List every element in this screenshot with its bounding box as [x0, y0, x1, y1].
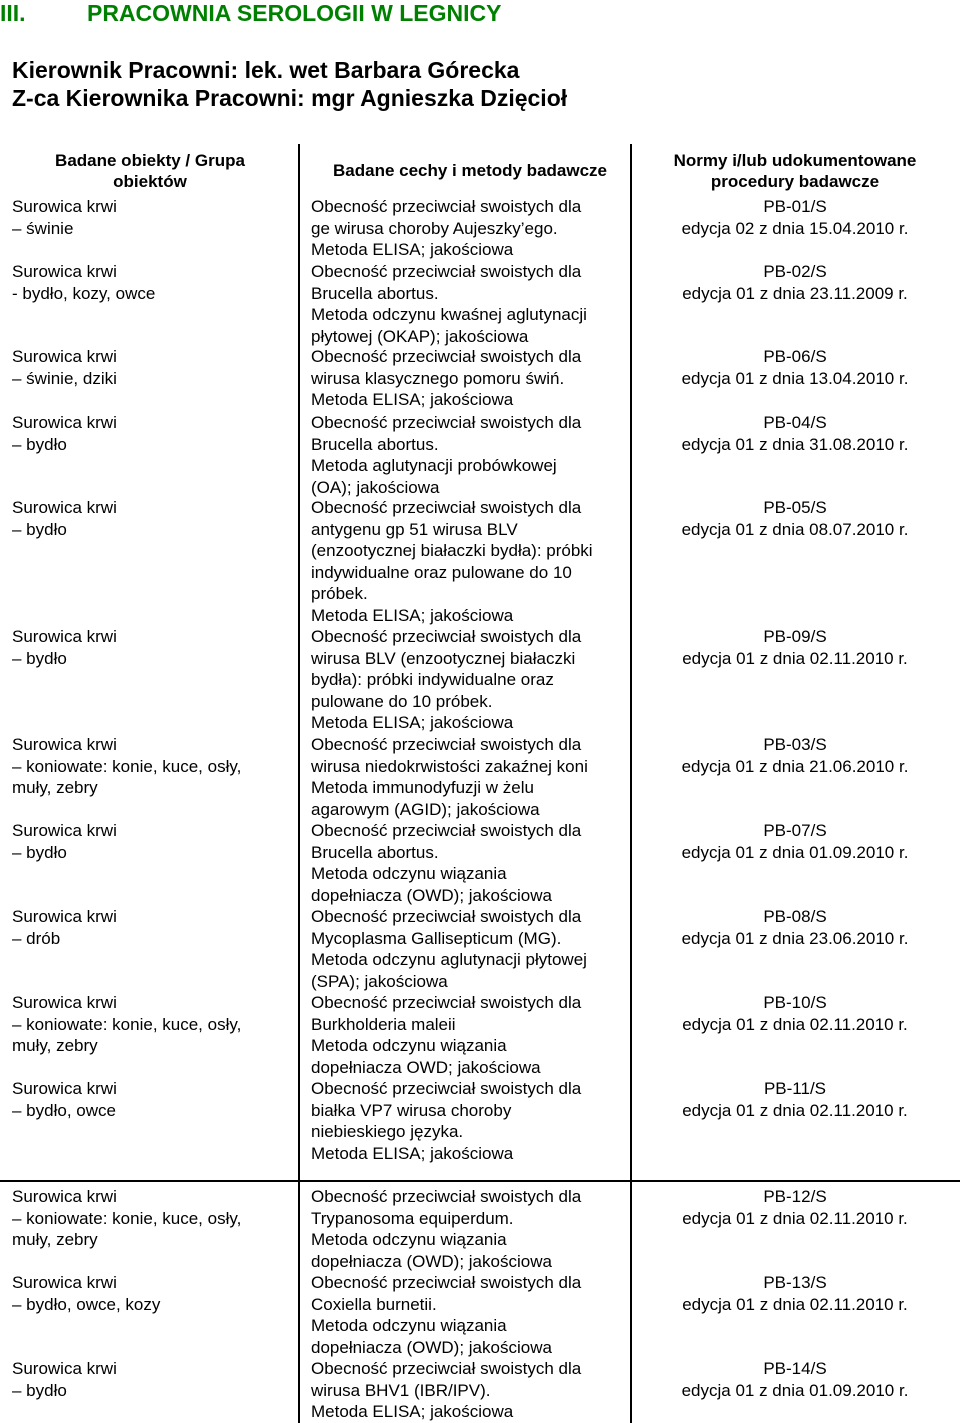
- norm-cell-line: edycja 01 z dnia 02.11.2010 r.: [682, 1014, 908, 1034]
- method-cell-line: (OA); jakościowa: [311, 477, 440, 497]
- method-cell-line: agarowym (AGID); jakościowa: [311, 799, 540, 819]
- method-cell: [311, 734, 627, 820]
- object-cell-line: Surowica krwi: [12, 821, 117, 840]
- method-cell-line: Burkholderia maleii: [311, 1014, 456, 1034]
- method-cell-line: Metoda odczynu wiązania: [311, 1036, 507, 1055]
- method-cell-line: Obecność przeciwciał swoistych dla: [311, 1359, 582, 1378]
- column-header-objects: Badane obiekty / Grupa obiektów: [55, 151, 245, 191]
- norm-cell-line: edycja 02 z dnia 15.04.2010 r.: [681, 218, 909, 238]
- object-cell-line: Surowica krwi: [12, 197, 117, 216]
- method-cell-line: Mycoplasma Gallisepticum (MG).: [311, 928, 562, 948]
- method-cell: [311, 992, 627, 1078]
- method-cell: [311, 820, 627, 906]
- object-cell: [12, 626, 288, 669]
- method-cell-line: wirusa niedokrwistości zakaźnej koni: [311, 756, 588, 776]
- norm-cell: [640, 1272, 950, 1315]
- norm-cell-line: PB-06/S: [763, 347, 827, 366]
- section-title: PRACOWNIA SEROLOGII W LEGNICY: [87, 0, 502, 26]
- method-cell-line: Obecność przeciwciał swoistych dla: [311, 907, 582, 926]
- object-cell-line: Surowica krwi: [12, 627, 117, 646]
- method-cell-line: Metoda ELISA; jakościowa: [311, 240, 514, 259]
- norm-cell-line: PB-04/S: [763, 413, 827, 432]
- norm-cell-line: PB-10/S: [763, 993, 827, 1012]
- method-cell: [311, 1078, 627, 1164]
- method-cell-line: bydła): próbki indywidualne oraz: [311, 670, 554, 689]
- object-cell-line: – świnie: [12, 218, 74, 238]
- object-cell-line: Surowica krwi: [12, 907, 117, 926]
- method-cell: [311, 1358, 627, 1423]
- norm-cell: [640, 1078, 950, 1121]
- object-cell: [12, 992, 288, 1057]
- norm-cell-line: PB-09/S: [763, 627, 827, 646]
- method-cell-line: Metoda ELISA; jakościowa: [311, 1402, 514, 1421]
- method-cell-line: indywidualne oraz pulowane do 10: [311, 562, 572, 582]
- norm-cell: [640, 820, 950, 863]
- object-cell: [12, 346, 288, 389]
- object-cell: [12, 261, 288, 304]
- method-cell-line: Obecność przeciwciał swoistych dla: [311, 498, 582, 517]
- method-cell-line: Metoda ELISA; jakościowa: [311, 390, 514, 409]
- method-cell-line: Obecność przeciwciał swoistych dla: [311, 1273, 582, 1292]
- head-of-laboratory: Kierownik Pracowni: lek. wet Barbara Górecka: [12, 57, 520, 83]
- method-cell-line: próbek.: [311, 584, 368, 603]
- norm-cell-line: PB-12/S: [763, 1187, 827, 1206]
- norm-cell-line: edycja 01 z dnia 13.04.2010 r.: [681, 368, 909, 388]
- method-cell: [311, 497, 627, 626]
- object-cell-line: muły, zebry: [12, 1230, 98, 1249]
- method-cell: [311, 1186, 627, 1272]
- object-cell-line: Surowica krwi: [12, 1079, 117, 1098]
- method-cell-line: Obecność przeciwciał swoistych dla: [311, 413, 582, 432]
- method-cell-line: białka VP7 wirusa choroby: [311, 1100, 512, 1120]
- method-cell-line: Obecność przeciwciał swoistych dla: [311, 262, 582, 281]
- accreditation-table: [0, 144, 960, 1423]
- method-cell: [311, 412, 627, 498]
- object-cell-line: - bydło, kozy, owce: [12, 283, 156, 303]
- norm-cell-line: edycja 01 z dnia 23.06.2010 r.: [681, 928, 909, 948]
- norm-cell: [640, 1358, 950, 1401]
- norm-cell-line: PB-01/S: [763, 197, 827, 216]
- norm-cell-line: edycja 01 z dnia 23.11.2009 r.: [682, 283, 908, 303]
- object-cell: [12, 1358, 288, 1401]
- method-cell-line: Brucella abortus.: [311, 283, 439, 303]
- norm-cell-line: PB-03/S: [763, 735, 827, 754]
- norm-cell: [640, 626, 950, 669]
- row-divider: [0, 1180, 960, 1182]
- norm-cell-line: PB-05/S: [763, 498, 827, 517]
- method-cell-line: wirusa BLV (enzootycznej białaczki: [311, 648, 576, 668]
- object-cell: [12, 1186, 288, 1251]
- method-cell-line: wirusa klasycznego pomoru świń.: [311, 368, 565, 388]
- method-cell-line: Metoda ELISA; jakościowa: [311, 713, 514, 732]
- norm-cell-line: edycja 01 z dnia 02.11.2010 r.: [682, 1294, 908, 1314]
- object-cell: [12, 906, 288, 949]
- object-cell-line: – koniowate: konie, kuce, osły,: [12, 1208, 242, 1228]
- object-cell-line: – bydło, owce, kozy: [12, 1294, 161, 1314]
- object-cell-line: – bydło: [12, 648, 67, 668]
- method-cell: [311, 261, 627, 347]
- method-cell-line: Obecność przeciwciał swoistych dla: [311, 197, 582, 216]
- norm-cell: [640, 412, 950, 455]
- norm-cell-line: edycja 01 z dnia 02.11.2010 r.: [682, 1208, 908, 1228]
- method-cell-line: dopełniacza (OWD); jakościowa: [311, 1251, 552, 1271]
- norm-cell-line: PB-08/S: [763, 907, 827, 926]
- method-cell: [311, 196, 627, 261]
- object-cell-line: – bydło: [12, 519, 67, 539]
- method-cell-line: antygenu gp 51 wirusa BLV: [311, 519, 518, 539]
- object-cell: [12, 497, 288, 540]
- method-cell: [311, 346, 627, 411]
- object-cell-line: Surowica krwi: [12, 262, 117, 281]
- object-cell: [12, 1078, 288, 1121]
- object-cell-line: muły, zebry: [12, 778, 98, 797]
- object-cell-line: Surowica krwi: [12, 413, 117, 432]
- norm-cell: [640, 1186, 950, 1229]
- method-cell-line: Obecność przeciwciał swoistych dla: [311, 1079, 582, 1098]
- object-cell-line: Surowica krwi: [12, 735, 117, 754]
- norm-cell-line: edycja 01 z dnia 21.06.2010 r.: [681, 756, 909, 776]
- object-cell: [12, 196, 288, 239]
- section-number: III.: [0, 0, 26, 26]
- object-cell-line: Surowica krwi: [12, 347, 117, 366]
- object-cell-line: – koniowate: konie, kuce, osły,: [12, 1014, 242, 1034]
- method-cell-line: Coxiella burnetii.: [311, 1294, 437, 1314]
- column-divider: [630, 144, 632, 1423]
- method-cell-line: Obecność przeciwciał swoistych dla: [311, 347, 582, 366]
- method-cell-line: Trypanosoma equiperdum.: [311, 1208, 514, 1228]
- method-cell-line: Obecność przeciwciał swoistych dla: [311, 1187, 582, 1206]
- object-cell-line: – bydło: [12, 434, 67, 454]
- object-cell-line: Surowica krwi: [12, 1187, 117, 1206]
- norm-cell: [640, 497, 950, 540]
- object-cell-line: Surowica krwi: [12, 1273, 117, 1292]
- method-cell-line: Obecność przeciwciał swoistych dla: [311, 627, 582, 646]
- norm-cell: [640, 992, 950, 1035]
- object-cell-line: – bydło: [12, 842, 67, 862]
- norm-cell-line: edycja 01 z dnia 02.11.2010 r.: [682, 1100, 908, 1120]
- method-cell: [311, 906, 627, 992]
- object-cell-line: Surowica krwi: [12, 498, 117, 517]
- method-cell-line: Metoda odczynu wiązania: [311, 864, 507, 883]
- object-cell: [12, 412, 288, 455]
- norm-cell: [640, 734, 950, 777]
- method-cell-line: Metoda odczynu kwaśnej aglutynacji: [311, 305, 587, 324]
- norm-cell: [640, 261, 950, 304]
- norm-cell-line: PB-13/S: [763, 1273, 827, 1292]
- object-cell-line: – bydło, owce: [12, 1100, 116, 1120]
- method-cell: [311, 1272, 627, 1358]
- method-cell-line: Obecność przeciwciał swoistych dla: [311, 735, 582, 754]
- method-cell-line: Obecność przeciwciał swoistych dla: [311, 993, 582, 1012]
- method-cell-line: Metoda ELISA; jakościowa: [311, 605, 514, 625]
- method-cell-line: dopełniacza (OWD); jakościowa: [311, 885, 552, 905]
- norm-cell-line: edycja 01 z dnia 08.07.2010 r.: [681, 519, 909, 539]
- object-cell-line: muły, zebry: [12, 1036, 98, 1055]
- method-cell-line: wirusa BHV1 (IBR/IPV).: [311, 1380, 491, 1400]
- method-cell-line: dopełniacza (OWD); jakościowa: [311, 1337, 552, 1357]
- norm-cell-line: PB-02/S: [763, 262, 827, 281]
- object-cell-line: Surowica krwi: [12, 993, 117, 1012]
- method-cell-line: ge wirusa choroby Aujeszky’ego.: [311, 218, 558, 238]
- column-header-norms: Normy i/lub udokumentowane procedury badawcze: [673, 151, 917, 191]
- norm-cell-line: edycja 01 z dnia 31.08.2010 r.: [681, 434, 909, 454]
- method-cell-line: Metoda odczynu wiązania: [311, 1230, 507, 1249]
- method-cell-line: Brucella abortus.: [311, 842, 439, 862]
- norm-cell: [640, 346, 950, 389]
- object-cell-line: – koniowate: konie, kuce, osły,: [12, 756, 242, 776]
- norm-cell-line: edycja 01 z dnia 01.09.2010 r.: [681, 1380, 909, 1400]
- method-cell-line: Metoda odczynu wiązania: [311, 1316, 507, 1335]
- object-cell-line: – drób: [12, 928, 61, 948]
- method-cell-line: Metoda aglutynacji probówkowej: [311, 456, 557, 475]
- section-heading: [0, 0, 501, 26]
- object-cell-line: – bydło: [12, 1380, 67, 1400]
- norm-cell-line: edycja 01 z dnia 01.09.2010 r.: [681, 842, 909, 862]
- object-cell: [12, 820, 288, 863]
- norm-cell-line: PB-11/S: [763, 1079, 827, 1098]
- method-cell-line: (SPA); jakościowa: [311, 971, 448, 991]
- object-cell-line: Surowica krwi: [12, 1359, 117, 1378]
- deputy-head-of-laboratory: Z-ca Kierownika Pracowni: mgr Agnieszka Dzięcioł: [12, 85, 568, 111]
- method-cell-line: Metoda ELISA; jakościowa: [311, 1143, 514, 1163]
- method-cell-line: Brucella abortus.: [311, 434, 439, 454]
- method-cell-line: dopełniacza OWD; jakościowa: [311, 1057, 541, 1077]
- method-cell-line: Metoda odczynu aglutynacji płytowej: [311, 950, 587, 969]
- object-cell-line: – świnie, dziki: [12, 368, 117, 388]
- column-divider: [298, 144, 300, 1423]
- method-cell-line: (enzootycznej białaczki bydła): próbki: [311, 541, 593, 560]
- norm-cell-line: PB-14/S: [763, 1359, 827, 1378]
- norm-cell: [640, 196, 950, 239]
- method-cell: [311, 626, 627, 734]
- method-cell-line: Metoda immunodyfuzji w żelu: [311, 778, 534, 797]
- method-cell-line: niebieskiego języka.: [311, 1122, 464, 1141]
- object-cell: [12, 1272, 288, 1315]
- norm-cell: [640, 906, 950, 949]
- norm-cell-line: PB-07/S: [763, 821, 827, 840]
- object-cell: [12, 734, 288, 799]
- method-cell-line: Obecność przeciwciał swoistych dla: [311, 821, 582, 840]
- method-cell-line: płytowej (OKAP); jakościowa: [311, 326, 529, 346]
- method-cell-line: pulowane do 10 próbek.: [311, 691, 493, 711]
- norm-cell-line: edycja 01 z dnia 02.11.2010 r.: [682, 648, 908, 668]
- column-header-methods: Badane cechy i metody badawcze: [333, 161, 607, 180]
